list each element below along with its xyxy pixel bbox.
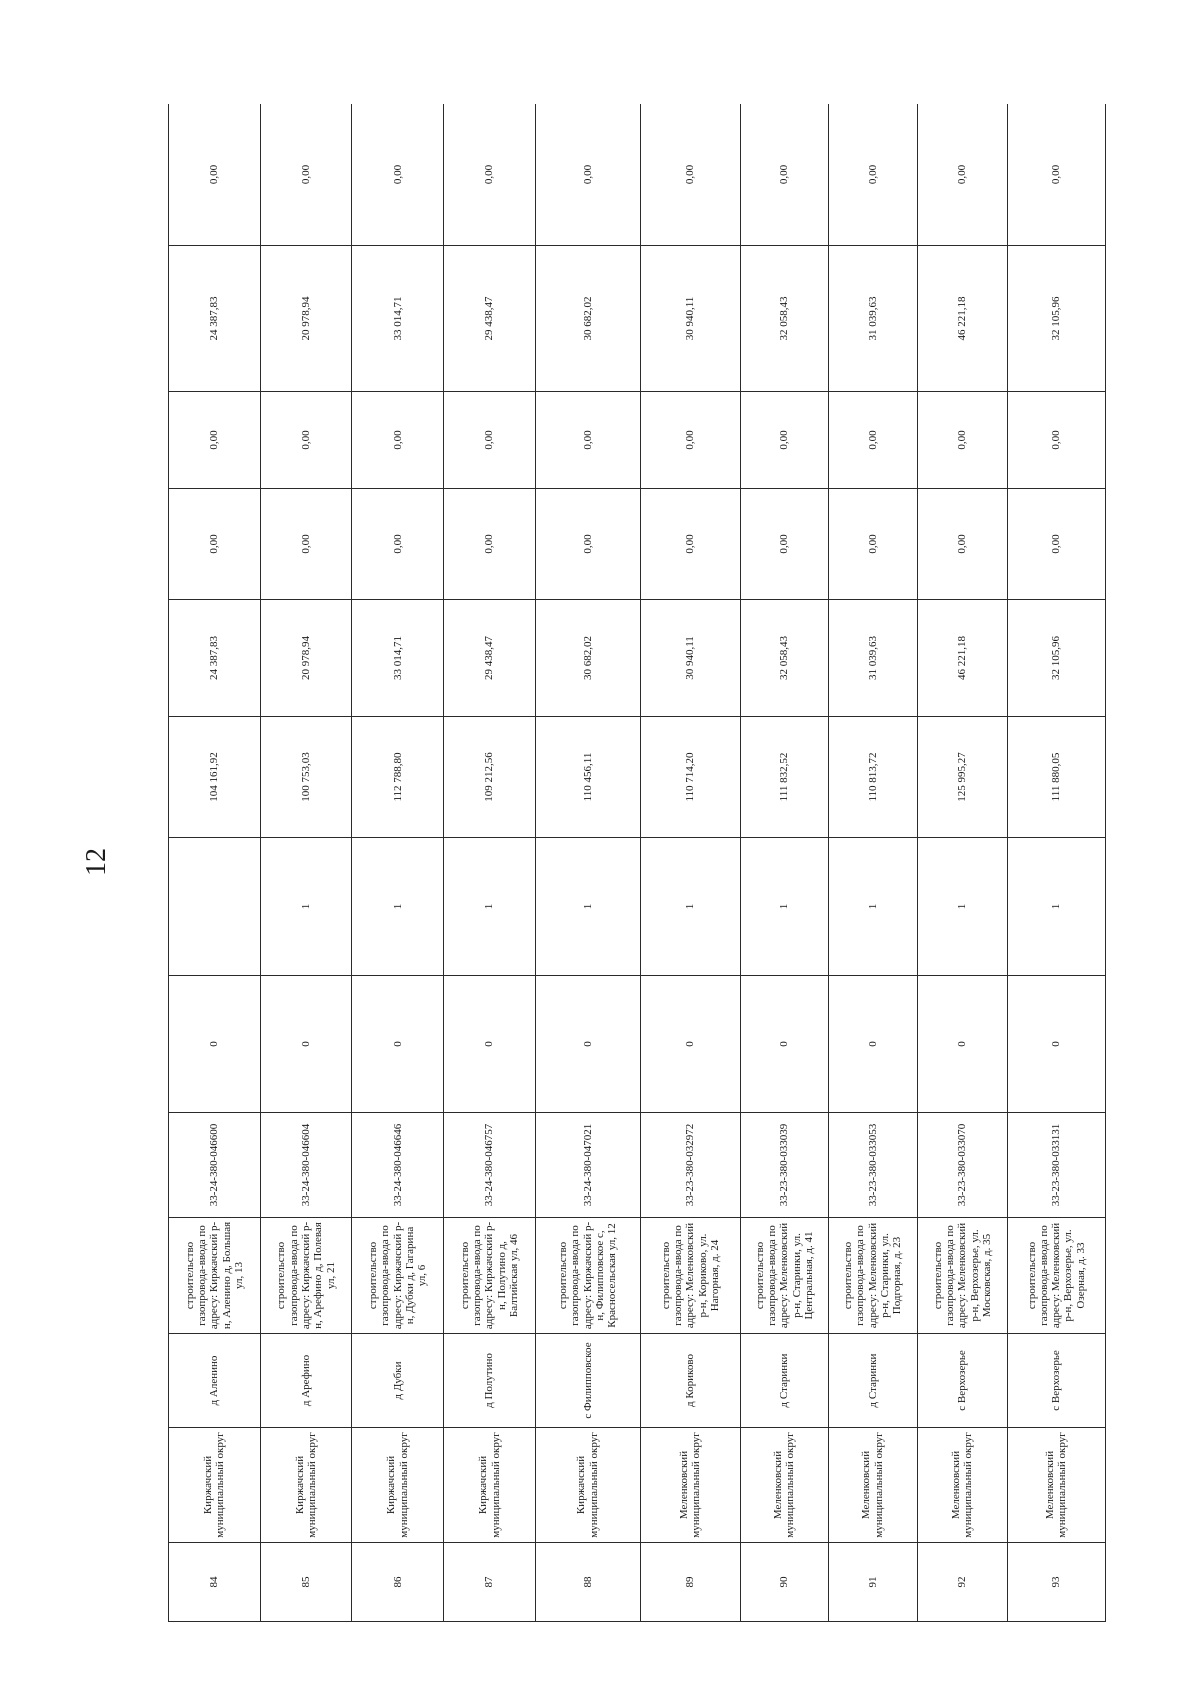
value-col7-cell: 1 bbox=[828, 838, 918, 976]
value-col11-cell: 0,00 bbox=[444, 392, 536, 489]
object-description-cell: строительство газопровода-ввода по адресу: Меленковский р-н, Верхозерье, ул. Московская, д. 35 bbox=[918, 1218, 1008, 1334]
value-col13-cell: 0,00 bbox=[828, 104, 918, 246]
value-col9-cell: 30 940,11 bbox=[640, 600, 740, 717]
value-col8-cell: 111 880,05 bbox=[1007, 717, 1105, 838]
value-col13-cell: 0,00 bbox=[535, 104, 640, 246]
settlement-cell: с Верхозерье bbox=[918, 1334, 1008, 1428]
table-row bbox=[535, 104, 640, 1622]
object-code-cell: 33-24-380-046646 bbox=[352, 1113, 444, 1218]
value-col12-cell: 24 387,83 bbox=[169, 246, 261, 392]
value-col9-cell: 46 221,18 bbox=[918, 600, 1008, 717]
object-code-cell: 33-24-380-046604 bbox=[260, 1113, 352, 1218]
table-row bbox=[640, 104, 740, 1622]
value-col10-cell: 0,00 bbox=[828, 489, 918, 600]
object-description-cell: строительство газопровода-ввода по адресу: Киржачский р-н, Полутино д, Балтийская ул, 46 bbox=[444, 1218, 536, 1334]
value-col7-cell: 1 bbox=[640, 838, 740, 976]
value-col6-cell: 0 bbox=[535, 976, 640, 1113]
table-row bbox=[828, 104, 918, 1622]
object-code-cell: 33-23-380-033070 bbox=[918, 1113, 1008, 1218]
value-col8-cell: 111 832,52 bbox=[741, 717, 828, 838]
object-code-cell: 33-23-380-033039 bbox=[741, 1113, 828, 1218]
value-col13-cell: 0,00 bbox=[1007, 104, 1105, 246]
value-col6-cell: 0 bbox=[169, 976, 261, 1113]
row-number-cell: 93 bbox=[1007, 1543, 1105, 1622]
value-col13-cell: 0,00 bbox=[260, 104, 352, 246]
table-row bbox=[260, 104, 352, 1622]
object-code-cell: 33-23-380-033131 bbox=[1007, 1113, 1105, 1218]
value-col8-cell: 112 788,80 bbox=[352, 717, 444, 838]
value-col11-cell: 0,00 bbox=[741, 392, 828, 489]
value-col12-cell: 20 978,94 bbox=[260, 246, 352, 392]
district-cell: Киржачский муниципальный округ bbox=[444, 1428, 536, 1543]
value-col7-cell: 1 bbox=[741, 838, 828, 976]
value-col13-cell: 0,00 bbox=[918, 104, 1008, 246]
value-col12-cell: 33 014,71 bbox=[352, 246, 444, 392]
value-col13-cell: 0,00 bbox=[169, 104, 261, 246]
district-cell: Меленковский муниципальный округ bbox=[1007, 1428, 1105, 1543]
value-col12-cell: 31 039,63 bbox=[828, 246, 918, 392]
row-number-cell: 91 bbox=[828, 1543, 918, 1622]
object-code-cell: 33-24-380-046600 bbox=[169, 1113, 261, 1218]
value-col13-cell: 0,00 bbox=[352, 104, 444, 246]
object-code-cell: 33-23-380-032972 bbox=[640, 1113, 740, 1218]
value-col7-cell bbox=[169, 838, 261, 976]
value-col9-cell: 32 058,43 bbox=[741, 600, 828, 717]
settlement-cell: д Старинки bbox=[828, 1334, 918, 1428]
value-col6-cell: 0 bbox=[918, 976, 1008, 1113]
value-col10-cell: 0,00 bbox=[444, 489, 536, 600]
value-col12-cell: 32 105,96 bbox=[1007, 246, 1105, 392]
value-col8-cell: 110 456,11 bbox=[535, 717, 640, 838]
district-cell: Киржачский муниципальный округ bbox=[535, 1428, 640, 1543]
object-description-cell: строительство газопровода-ввода по адресу: Киржачский р-н, Дубки д, Гагарина ул, 6 bbox=[352, 1218, 444, 1334]
value-col11-cell: 0,00 bbox=[1007, 392, 1105, 489]
value-col9-cell: 20 978,94 bbox=[260, 600, 352, 717]
value-col10-cell: 0,00 bbox=[640, 489, 740, 600]
settlement-cell: с Верхозерье bbox=[1007, 1334, 1105, 1428]
object-code-cell: 33-23-380-033053 bbox=[828, 1113, 918, 1218]
row-number-cell: 90 bbox=[741, 1543, 828, 1622]
value-col6-cell: 0 bbox=[444, 976, 536, 1113]
row-number-cell: 84 bbox=[169, 1543, 261, 1622]
object-description-cell: строительство газопровода-ввода по адресу: Меленковский р-н, Старинки, ул. Центральная, д. 41 bbox=[741, 1218, 828, 1334]
table-sheet bbox=[168, 104, 1106, 1622]
settlement-cell: д Аленино bbox=[169, 1334, 261, 1428]
value-col7-cell: 1 bbox=[260, 838, 352, 976]
object-code-cell: 33-24-380-046757 bbox=[444, 1113, 536, 1218]
settlement-cell: с Филипповское bbox=[535, 1334, 640, 1428]
table-row bbox=[1007, 104, 1105, 1622]
value-col11-cell: 0,00 bbox=[352, 392, 444, 489]
value-col10-cell: 0,00 bbox=[918, 489, 1008, 600]
value-col10-cell: 0,00 bbox=[1007, 489, 1105, 600]
value-col11-cell: 0,00 bbox=[918, 392, 1008, 489]
value-col8-cell: 104 161,92 bbox=[169, 717, 261, 838]
value-col6-cell: 0 bbox=[741, 976, 828, 1113]
value-col8-cell: 110 714,20 bbox=[640, 717, 740, 838]
value-col12-cell: 46 221,18 bbox=[918, 246, 1008, 392]
row-number-cell: 89 bbox=[640, 1543, 740, 1622]
value-col11-cell: 0,00 bbox=[828, 392, 918, 489]
table-row bbox=[444, 104, 536, 1622]
value-col9-cell: 24 387,83 bbox=[169, 600, 261, 717]
district-cell: Киржачский муниципальный округ bbox=[352, 1428, 444, 1543]
page-number: 12 bbox=[81, 848, 112, 876]
object-description-cell: строительство газопровода-ввода по адресу: Меленковский р-н, Кориково, ул. Нагорная, д. 24 bbox=[640, 1218, 740, 1334]
settlement-cell: д Арефино bbox=[260, 1334, 352, 1428]
row-number-cell: 92 bbox=[918, 1543, 1008, 1622]
row-number-cell: 88 bbox=[535, 1543, 640, 1622]
table-row bbox=[169, 104, 261, 1622]
district-cell: Киржачский муниципальный округ bbox=[169, 1428, 261, 1543]
value-col13-cell: 0,00 bbox=[444, 104, 536, 246]
district-cell: Меленковский муниципальный округ bbox=[640, 1428, 740, 1543]
value-col12-cell: 30 682,02 bbox=[535, 246, 640, 392]
value-col12-cell: 30 940,11 bbox=[640, 246, 740, 392]
row-number-cell: 85 bbox=[260, 1543, 352, 1622]
value-col9-cell: 33 014,71 bbox=[352, 600, 444, 717]
value-col6-cell: 0 bbox=[640, 976, 740, 1113]
data-table bbox=[168, 104, 1106, 1622]
row-number-cell: 87 bbox=[444, 1543, 536, 1622]
district-cell: Меленковский муниципальный округ bbox=[918, 1428, 1008, 1543]
object-description-cell: строительство газопровода-ввода по адресу: Киржачский р-н, Филипповское с, Красносельская ул, 12 bbox=[535, 1218, 640, 1334]
table-row bbox=[352, 104, 444, 1622]
value-col11-cell: 0,00 bbox=[260, 392, 352, 489]
value-col7-cell: 1 bbox=[1007, 838, 1105, 976]
object-description-cell: строительство газопровода-ввода по адресу: Меленковский р-н, Верхозерье, ул. Озерная, д. 33 bbox=[1007, 1218, 1105, 1334]
value-col7-cell: 1 bbox=[535, 838, 640, 976]
value-col6-cell: 0 bbox=[828, 976, 918, 1113]
table-body bbox=[169, 104, 1106, 1622]
value-col11-cell: 0,00 bbox=[640, 392, 740, 489]
settlement-cell: д Старинки bbox=[741, 1334, 828, 1428]
district-cell: Киржачский муниципальный округ bbox=[260, 1428, 352, 1543]
object-description-cell: строительство газопровода-ввода по адресу: Киржачский р-н, Аленино д, Большая ул, 13 bbox=[169, 1218, 261, 1334]
value-col8-cell: 125 995,27 bbox=[918, 717, 1008, 838]
value-col9-cell: 31 039,63 bbox=[828, 600, 918, 717]
value-col7-cell: 1 bbox=[444, 838, 536, 976]
object-code-cell: 33-24-380-047021 bbox=[535, 1113, 640, 1218]
table-row bbox=[918, 104, 1008, 1622]
value-col8-cell: 109 212,56 bbox=[444, 717, 536, 838]
value-col6-cell: 0 bbox=[352, 976, 444, 1113]
value-col11-cell: 0,00 bbox=[535, 392, 640, 489]
value-col8-cell: 110 813,72 bbox=[828, 717, 918, 838]
settlement-cell: д Полутино bbox=[444, 1334, 536, 1428]
value-col9-cell: 29 438,47 bbox=[444, 600, 536, 717]
settlement-cell: д Дубки bbox=[352, 1334, 444, 1428]
value-col10-cell: 0,00 bbox=[352, 489, 444, 600]
rotated-table-wrapper bbox=[168, 104, 1106, 1622]
value-col12-cell: 32 058,43 bbox=[741, 246, 828, 392]
object-description-cell: строительство газопровода-ввода по адресу: Киржачский р-н, Арефино д, Полевая ул, 21 bbox=[260, 1218, 352, 1334]
district-cell: Меленковский муниципальный округ bbox=[741, 1428, 828, 1543]
table-row bbox=[741, 104, 828, 1622]
value-col8-cell: 100 753,03 bbox=[260, 717, 352, 838]
value-col13-cell: 0,00 bbox=[741, 104, 828, 246]
value-col10-cell: 0,00 bbox=[169, 489, 261, 600]
district-cell: Меленковский муниципальный округ bbox=[828, 1428, 918, 1543]
value-col11-cell: 0,00 bbox=[169, 392, 261, 489]
value-col7-cell: 1 bbox=[918, 838, 1008, 976]
object-description-cell: строительство газопровода-ввода по адресу: Меленковский р-н, Старинки, ул. Подгорная, д. 23 bbox=[828, 1218, 918, 1334]
value-col9-cell: 30 682,02 bbox=[535, 600, 640, 717]
value-col10-cell: 0,00 bbox=[741, 489, 828, 600]
value-col12-cell: 29 438,47 bbox=[444, 246, 536, 392]
value-col10-cell: 0,00 bbox=[535, 489, 640, 600]
settlement-cell: д Кориково bbox=[640, 1334, 740, 1428]
value-col13-cell: 0,00 bbox=[640, 104, 740, 246]
row-number-cell: 86 bbox=[352, 1543, 444, 1622]
value-col9-cell: 32 105,96 bbox=[1007, 600, 1105, 717]
value-col6-cell: 0 bbox=[260, 976, 352, 1113]
value-col6-cell: 0 bbox=[1007, 976, 1105, 1113]
value-col7-cell: 1 bbox=[352, 838, 444, 976]
value-col10-cell: 0,00 bbox=[260, 489, 352, 600]
